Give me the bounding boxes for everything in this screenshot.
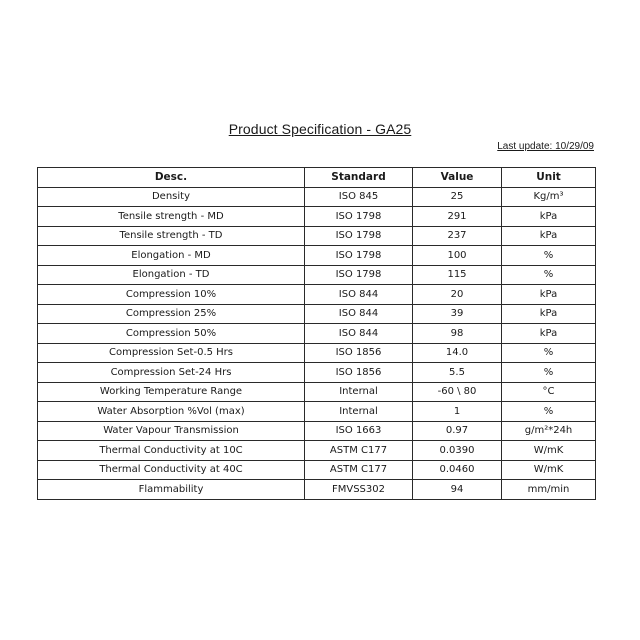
cell-standard: ISO 1856 bbox=[305, 363, 413, 383]
cell-value: -60 \ 80 bbox=[413, 382, 502, 402]
cell-value: 291 bbox=[413, 207, 502, 227]
page-title: Product Specification - GA25 bbox=[228, 121, 412, 137]
cell-value: 0.97 bbox=[413, 421, 502, 441]
table-row bbox=[38, 382, 596, 402]
cell-value: 14.0 bbox=[413, 343, 502, 363]
cell-standard: ISO 1798 bbox=[305, 265, 413, 285]
table-row bbox=[38, 246, 596, 266]
cell-desc: Working Temperature Range bbox=[38, 382, 305, 402]
cell-desc: Water Absorption %Vol (max) bbox=[38, 402, 305, 422]
cell-unit: kPa bbox=[502, 285, 596, 305]
cell-standard: Internal bbox=[305, 382, 413, 402]
cell-unit: W/mK bbox=[502, 460, 596, 480]
table-row bbox=[38, 265, 596, 285]
table-row bbox=[38, 285, 596, 305]
cell-unit: Kg/m³ bbox=[502, 187, 596, 207]
cell-value: 115 bbox=[413, 265, 502, 285]
cell-standard: ISO 1798 bbox=[305, 246, 413, 266]
cell-standard: ISO 844 bbox=[305, 304, 413, 324]
cell-desc: Thermal Conductivity at 40C bbox=[38, 460, 305, 480]
cell-desc: Tensile strength - MD bbox=[38, 207, 305, 227]
cell-unit: % bbox=[502, 363, 596, 383]
table-row bbox=[38, 207, 596, 227]
table-row bbox=[38, 226, 596, 246]
header-unit: Unit bbox=[502, 168, 596, 188]
cell-unit: °C bbox=[502, 382, 596, 402]
cell-standard: ISO 844 bbox=[305, 285, 413, 305]
cell-standard: ISO 844 bbox=[305, 324, 413, 344]
cell-desc: Flammability bbox=[38, 480, 305, 500]
cell-standard: ISO 1663 bbox=[305, 421, 413, 441]
cell-desc: Compression 10% bbox=[38, 285, 305, 305]
cell-standard: ASTM C177 bbox=[305, 460, 413, 480]
table-row bbox=[38, 441, 596, 461]
cell-value: 25 bbox=[413, 187, 502, 207]
cell-desc: Elongation - TD bbox=[38, 265, 305, 285]
last-update-text: Last update: 10/29/09 bbox=[497, 141, 594, 152]
table-row bbox=[38, 421, 596, 441]
table-row bbox=[38, 324, 596, 344]
cell-desc: Water Vapour Transmission bbox=[38, 421, 305, 441]
cell-desc: Density bbox=[38, 187, 305, 207]
cell-value: 39 bbox=[413, 304, 502, 324]
cell-standard: ISO 1856 bbox=[305, 343, 413, 363]
cell-desc: Compression 50% bbox=[38, 324, 305, 344]
cell-standard: Internal bbox=[305, 402, 413, 422]
table-row bbox=[38, 187, 596, 207]
table-header-row bbox=[38, 168, 596, 188]
cell-value: 98 bbox=[413, 324, 502, 344]
cell-value: 0.0460 bbox=[413, 460, 502, 480]
cell-standard: ISO 845 bbox=[305, 187, 413, 207]
cell-value: 5.5 bbox=[413, 363, 502, 383]
cell-desc: Compression Set-0.5 Hrs bbox=[38, 343, 305, 363]
cell-desc: Thermal Conductivity at 10C bbox=[38, 441, 305, 461]
header-desc: Desc. bbox=[38, 168, 305, 188]
cell-standard: ISO 1798 bbox=[305, 226, 413, 246]
cell-unit: g/m²*24h bbox=[502, 421, 596, 441]
cell-value: 94 bbox=[413, 480, 502, 500]
cell-value: 20 bbox=[413, 285, 502, 305]
cell-standard: FMVSS302 bbox=[305, 480, 413, 500]
cell-unit: mm/min bbox=[502, 480, 596, 500]
cell-unit: W/mK bbox=[502, 441, 596, 461]
cell-value: 237 bbox=[413, 226, 502, 246]
cell-value: 1 bbox=[413, 402, 502, 422]
specification-table bbox=[37, 167, 596, 500]
table-row bbox=[38, 304, 596, 324]
header-standard: Standard bbox=[305, 168, 413, 188]
cell-unit: kPa bbox=[502, 324, 596, 344]
table-row bbox=[38, 343, 596, 363]
cell-unit: % bbox=[502, 402, 596, 422]
cell-desc: Compression 25% bbox=[38, 304, 305, 324]
cell-standard: ISO 1798 bbox=[305, 207, 413, 227]
table-row bbox=[38, 402, 596, 422]
cell-unit: kPa bbox=[502, 207, 596, 227]
cell-unit: kPa bbox=[502, 226, 596, 246]
cell-desc: Elongation - MD bbox=[38, 246, 305, 266]
cell-standard: ASTM C177 bbox=[305, 441, 413, 461]
cell-unit: % bbox=[502, 246, 596, 266]
cell-desc: Tensile strength - TD bbox=[38, 226, 305, 246]
table-row bbox=[38, 480, 596, 500]
cell-value: 0.0390 bbox=[413, 441, 502, 461]
cell-unit: kPa bbox=[502, 304, 596, 324]
cell-unit: % bbox=[502, 343, 596, 363]
cell-unit: % bbox=[502, 265, 596, 285]
table-row bbox=[38, 363, 596, 383]
cell-value: 100 bbox=[413, 246, 502, 266]
cell-desc: Compression Set-24 Hrs bbox=[38, 363, 305, 383]
table-row bbox=[38, 460, 596, 480]
header-value: Value bbox=[413, 168, 502, 188]
